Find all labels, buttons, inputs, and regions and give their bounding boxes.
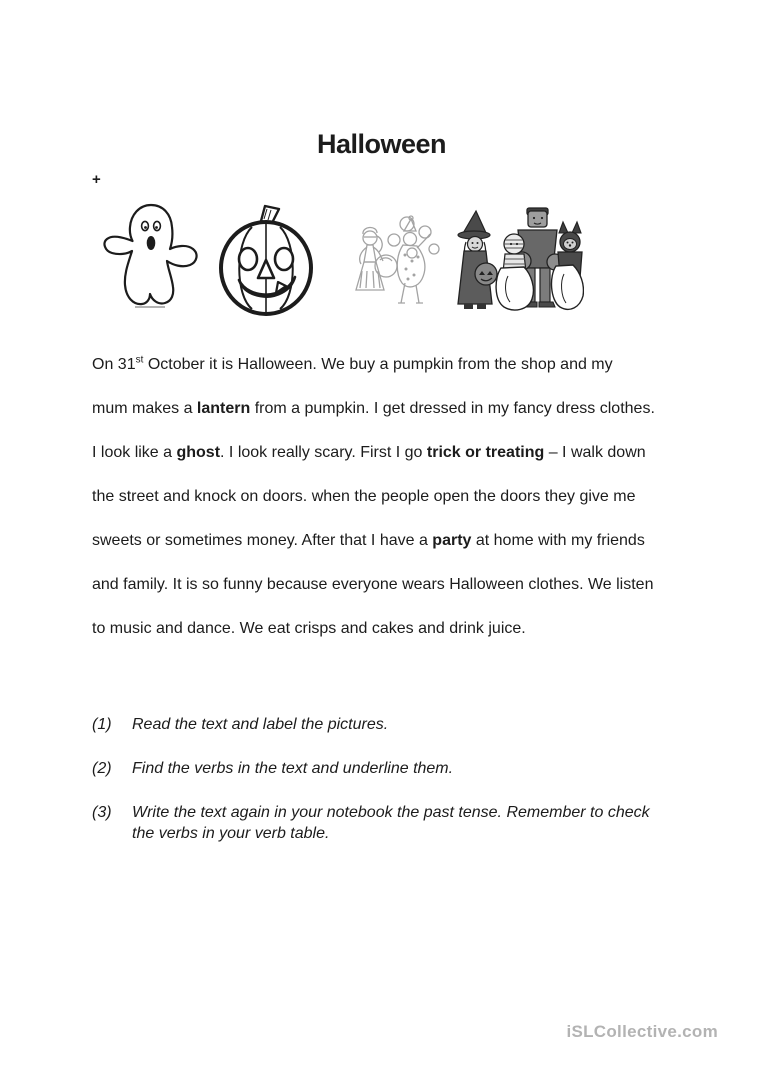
trick-or-treaters-clipart-image	[456, 206, 584, 316]
story-line: the street and knock on doors. when the people open the doors they give me	[92, 488, 636, 505]
task-item	[92, 802, 696, 844]
story-line: to music and dance. We eat crisps and cakes and drink juice.	[92, 620, 526, 637]
pumpkin-clipart-image	[214, 203, 318, 316]
story-line: I look like a ghost. I look really scary. First I go trick or treating – I walk down	[92, 444, 646, 461]
task-number: (2)	[92, 760, 112, 777]
story-line: sweets or sometimes money. After that I have a party at home with my friends	[92, 532, 645, 549]
costume-party-clipart-image	[350, 213, 444, 312]
page-title: Halloween	[316, 129, 447, 159]
task-number: (3)	[92, 804, 112, 821]
story-line: mum makes a lantern from a pumpkin. I get dressed in my fancy dress clothes.	[92, 400, 655, 417]
task-text: Find the verbs in the text and underline them.	[132, 760, 454, 777]
task-text: Write the text again in your notebook the past tense. Remember to check the verbs in your verb table.	[132, 804, 650, 842]
task-text: Read the text and label the pictures.	[132, 716, 389, 733]
story-line: and family. It is so funny because everyone wears Halloween clothes. We listen	[92, 576, 654, 593]
story-paragraph	[92, 343, 702, 651]
story-line: On 31st October it is Halloween. We buy a pumpkin from the shop and my	[92, 354, 613, 373]
task-number: (1)	[92, 716, 112, 733]
costume-party-icon	[350, 213, 444, 312]
islcollective-watermark: iSLCollective.com	[566, 1022, 718, 1041]
ghost-icon	[99, 199, 203, 311]
task-list	[92, 714, 696, 867]
plus-marker: +	[92, 171, 101, 188]
ghost-clipart-image	[99, 199, 203, 311]
task-item	[92, 714, 696, 735]
trick-or-treaters-icon	[456, 206, 584, 316]
jack-o-lantern-icon	[214, 203, 318, 316]
task-item	[92, 758, 696, 779]
